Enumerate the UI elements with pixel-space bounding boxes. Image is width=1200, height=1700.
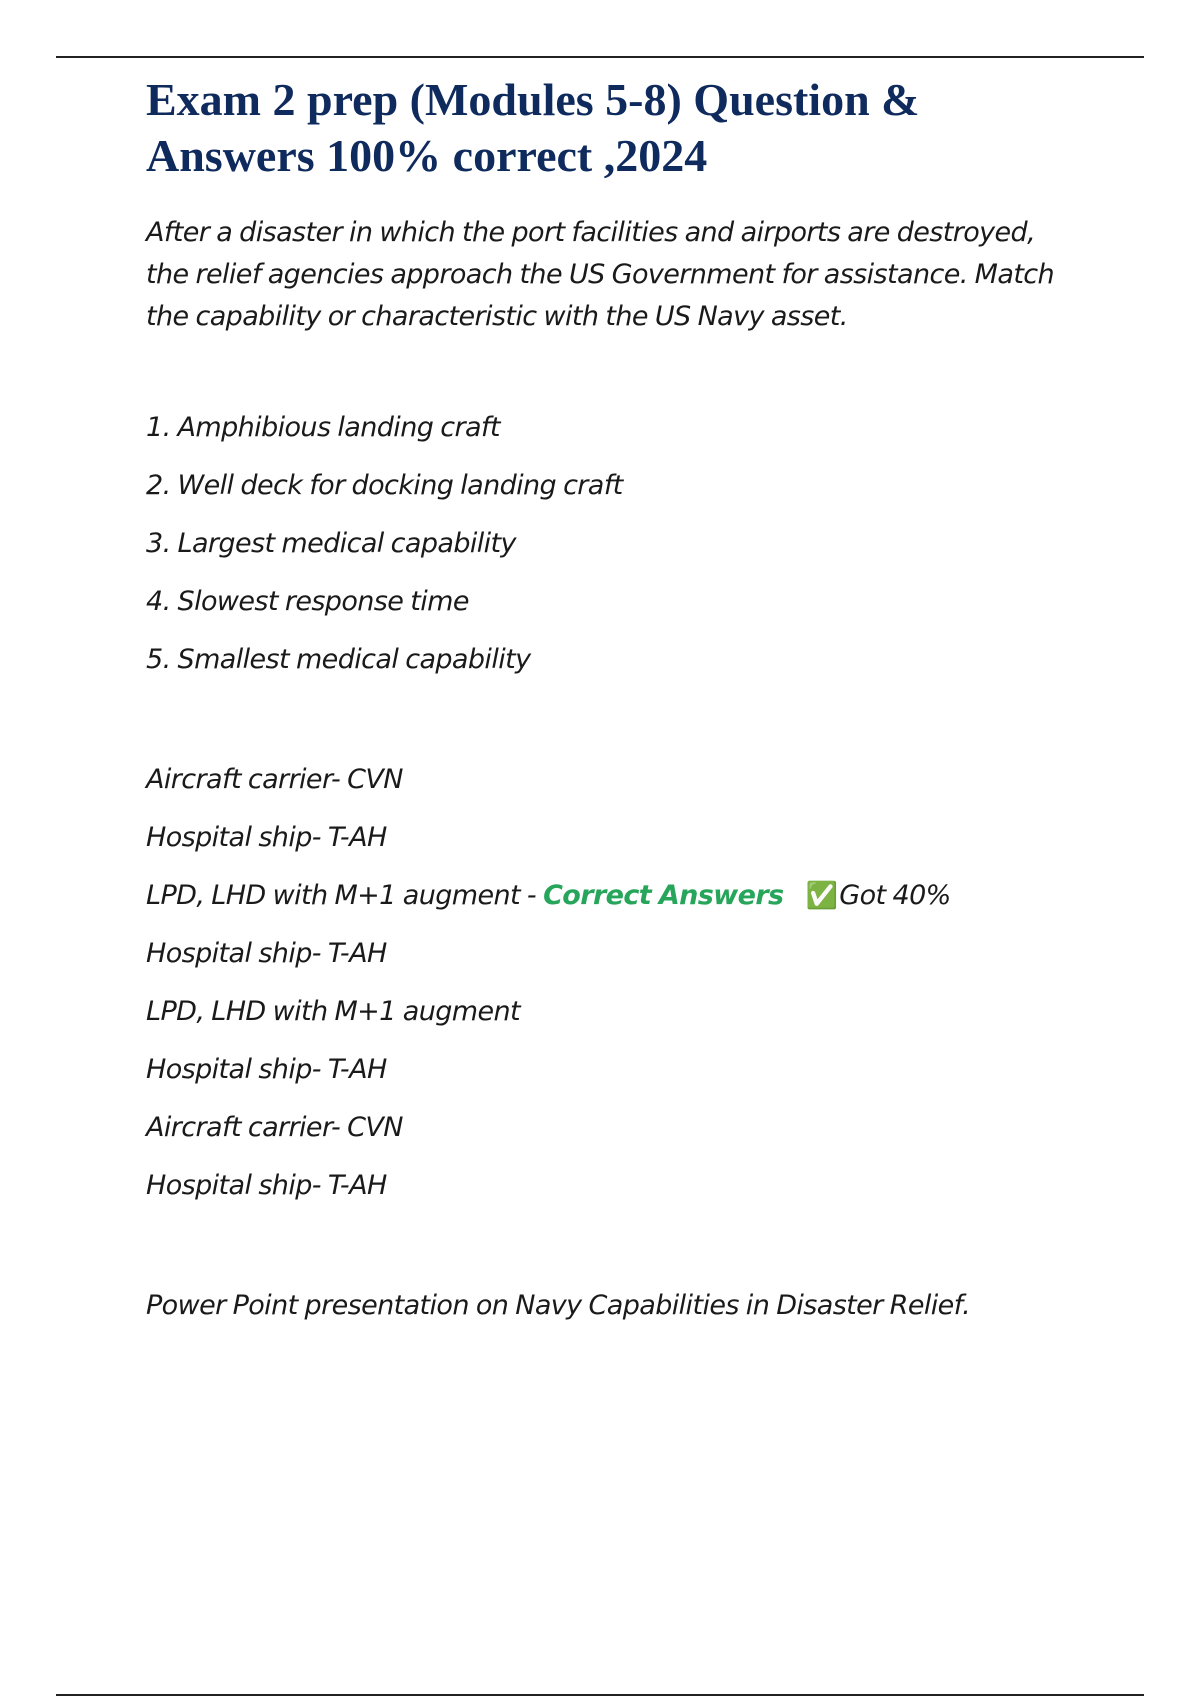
asset-answers xyxy=(146,760,1096,1224)
answer-item-correct-answers xyxy=(146,876,1096,934)
correct-answers-label: Correct Answers xyxy=(543,880,784,911)
intro-line-2: the relief agencies approach the US Government for assistance. Match xyxy=(146,259,1055,290)
answer-item: LPD, LHD with M+1 augment xyxy=(146,996,520,1027)
reference-note: Power Point presentation on Navy Capabilities in Disaster Relief. xyxy=(146,1290,971,1321)
intro-line-3: the capability or characteristic with the US Navy asset. xyxy=(146,301,848,332)
intro-line-1: After a disaster in which the port facilities and airports are destroyed, xyxy=(146,217,1036,248)
top-rule xyxy=(56,56,1144,58)
score-text: Got 40% xyxy=(839,880,951,911)
list-item: 2. Well deck for docking landing craft xyxy=(146,470,623,501)
capability-list xyxy=(146,408,1096,698)
answer-text: LPD, LHD with M+1 augment - xyxy=(146,880,544,911)
answer-item: Hospital ship- T-AH xyxy=(146,1170,387,1201)
title-line-1: Exam 2 prep (Modules 5-8) Question & xyxy=(146,74,920,125)
document-title xyxy=(146,72,1096,184)
document-body xyxy=(146,72,1096,1326)
title-line-2: Answers 100% correct ,2024 xyxy=(146,130,708,181)
question-intro xyxy=(146,212,1096,338)
answer-item: Hospital ship- T-AH xyxy=(146,1054,387,1085)
bottom-rule xyxy=(56,1694,1144,1696)
list-item: 3. Largest medical capability xyxy=(146,528,516,559)
answer-item: Hospital ship- T-AH xyxy=(146,938,387,969)
check-icon: ✅ xyxy=(805,881,838,911)
list-item: 1. Amphibious landing craft xyxy=(146,412,500,443)
list-item: 5. Smallest medical capability xyxy=(146,644,531,675)
answer-item: Aircraft carrier- CVN xyxy=(146,1112,403,1143)
answer-item: Hospital ship- T-AH xyxy=(146,822,387,853)
answer-item: Aircraft carrier- CVN xyxy=(146,764,403,795)
list-item: 4. Slowest response time xyxy=(146,586,469,617)
